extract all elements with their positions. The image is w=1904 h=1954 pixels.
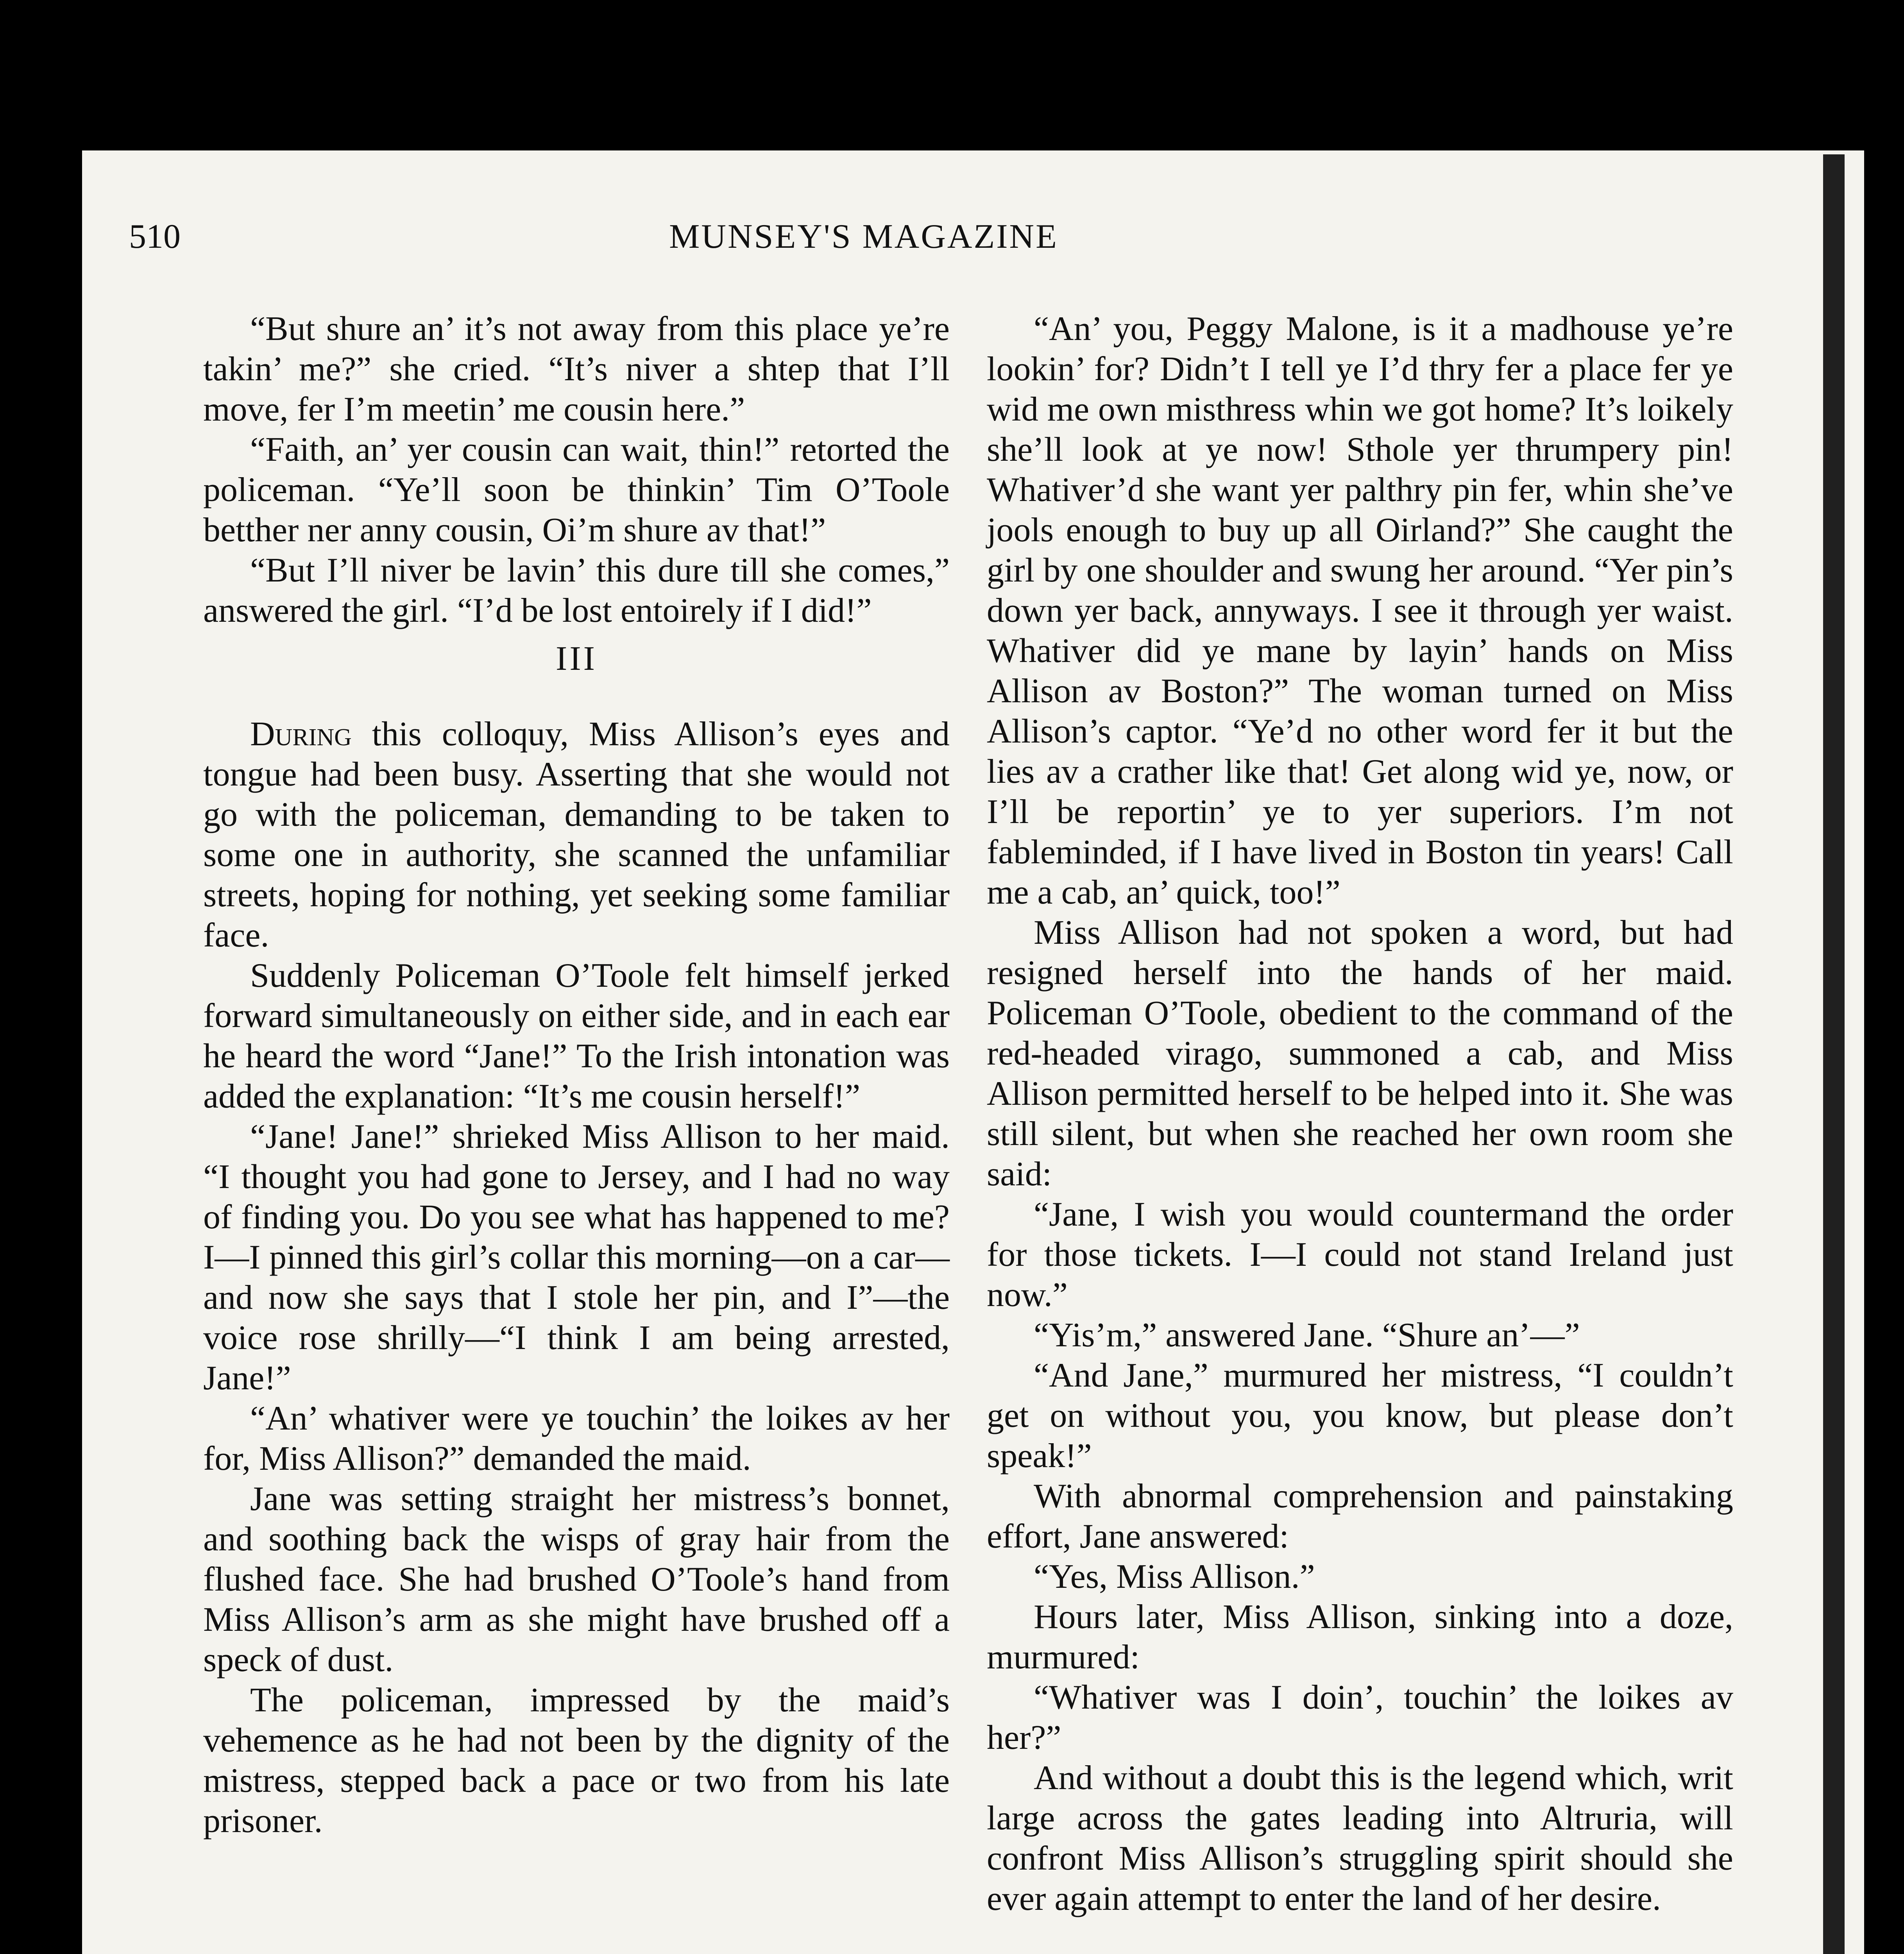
page-number: 510 <box>129 218 181 256</box>
paragraph: Jane was setting straight her mistress’s bonnet, and soothing back the wisps of gray hair from the flushed face. She had brushed O’Toole’s hand from Miss Allison’s arm as she might have brushed off a speck of dust. <box>203 1480 950 1679</box>
paragraph: And without a doubt this is the legend which, writ large across the gates leading into Altruria, will confront Miss Allison’s struggling spirit should she ever again attempt to enter the land of her desire. <box>987 1759 1733 1918</box>
page-header <box>129 217 1598 260</box>
paragraph: “An’ you, Peggy Malone, is it a madhouse ye’re lookin’ for? Didn’t I tell ye I’d thry fer a place fer ye wid me own misthress whin we got home? It’s loikely she’ll look at ye now! Sthole yer thrumpery pin! Whativer’d she want yer palthry pin fer, whin she’ve jools enough to buy up all Oirland?” She caught the girl by one shoulder and swung her around. “Yer pin’s down yer back, annyways. I see it through yer waist. Whativer did ye mane by layin’ hands on Miss Allison av Boston?” The woman turned on Miss Allison’s captor. “Ye’d no other word fer it but the lies av a crather like that! Get along wid ye, now, or I’ll be reportin’ ye to yer superiors. I’m not fableminded, if I have lived in Boston tin years! Call me a cab, an’ quick, too!” <box>987 310 1733 911</box>
paragraph: “Faith, an’ yer cousin can wait, thin!” retorted the policeman. “Ye’ll soon be thinkin’ Tim O’Toole betther ner anny cousin, Oi’m shure av that!” <box>203 431 950 549</box>
paragraph: With abnormal comprehension and painstaking effort, Jane answered: <box>987 1477 1733 1555</box>
paragraph <box>203 714 950 956</box>
section-heading: III <box>556 640 597 678</box>
paragraph: “Whativer was I doin’, touchin’ the loikes av her?” <box>987 1678 1733 1757</box>
section-opening-text: this colloquy, Miss Allison’s eyes and tongue had been busy. Asserting that she would not go with the policeman, demanding to be taken to some one in authority, she scanned the unfamiliar streets, hoping for nothing, yet seeking some familiar face. <box>203 715 950 954</box>
paragraph: Hours later, Miss Allison, sinking into a doze, murmured: <box>987 1598 1733 1676</box>
paragraph: Miss Allison had not spoken a word, but had resigned herself into the hands of her maid. Policeman O’Toole, obedient to the command of the red-headed virago, summoned a cab, and Miss Allison permitted herself to be helped into it. She was still silent, but when she reached her own room she said: <box>987 914 1733 1193</box>
paragraph: “Yis’m,” answered Jane. “Shure an’—” <box>1034 1316 1580 1354</box>
paragraph: “Yes, Miss Allison.” <box>1034 1558 1315 1596</box>
running-head: MUNSEY'S MAGAZINE <box>669 218 1058 256</box>
paragraph: “An’ whativer were ye touchin’ the loikes av her for, Miss Allison?” demanded the maid. <box>203 1399 950 1478</box>
paragraph: Suddenly Policeman O’Toole felt himself jerked forward simultaneously on either side, and in each ear he heard the word “Jane!” To the Irish intonation was added the explanation: “It’s me cousin herself!” <box>203 957 950 1115</box>
right-column <box>987 309 1733 1919</box>
paragraph: “But shure an’ it’s not away from this place ye’re takin’ me?” she cried. “It’s niver a shtep that I’ll move, fer I’m meetin’ me cousin here.” <box>203 310 950 428</box>
paragraph: “And Jane,” murmured her mistress, “I couldn’t get on without you, you know, but please don’t speak!” <box>987 1356 1733 1475</box>
paragraph: “Jane! Jane!” shrieked Miss Allison to her maid. “I thought you had gone to Jersey, and I had no way of finding you. Do you see what has happened to me? I—I pinned this girl’s collar this morning—on a car—and now she says that I stole her pin, and I”—the voice rose shrilly—“I think I am being arrested, Jane!” <box>203 1118 950 1397</box>
left-column <box>203 309 950 1841</box>
paragraph: “But I’ll niver be lavin’ this dure till she comes,” answered the girl. “I’d be lost entoirely if I did!” <box>203 551 950 630</box>
section-opening-word: During <box>250 715 352 753</box>
page-spine-shadow <box>1823 154 1845 1954</box>
paragraph: The policeman, impressed by the maid’s vehemence as he had not been by the dignity of the mistress, stepped back a pace or two from his late prisoner. <box>203 1681 950 1840</box>
paragraph: “Jane, I wish you would countermand the order for those tickets. I—I could not stand Ireland just now.” <box>987 1195 1733 1314</box>
